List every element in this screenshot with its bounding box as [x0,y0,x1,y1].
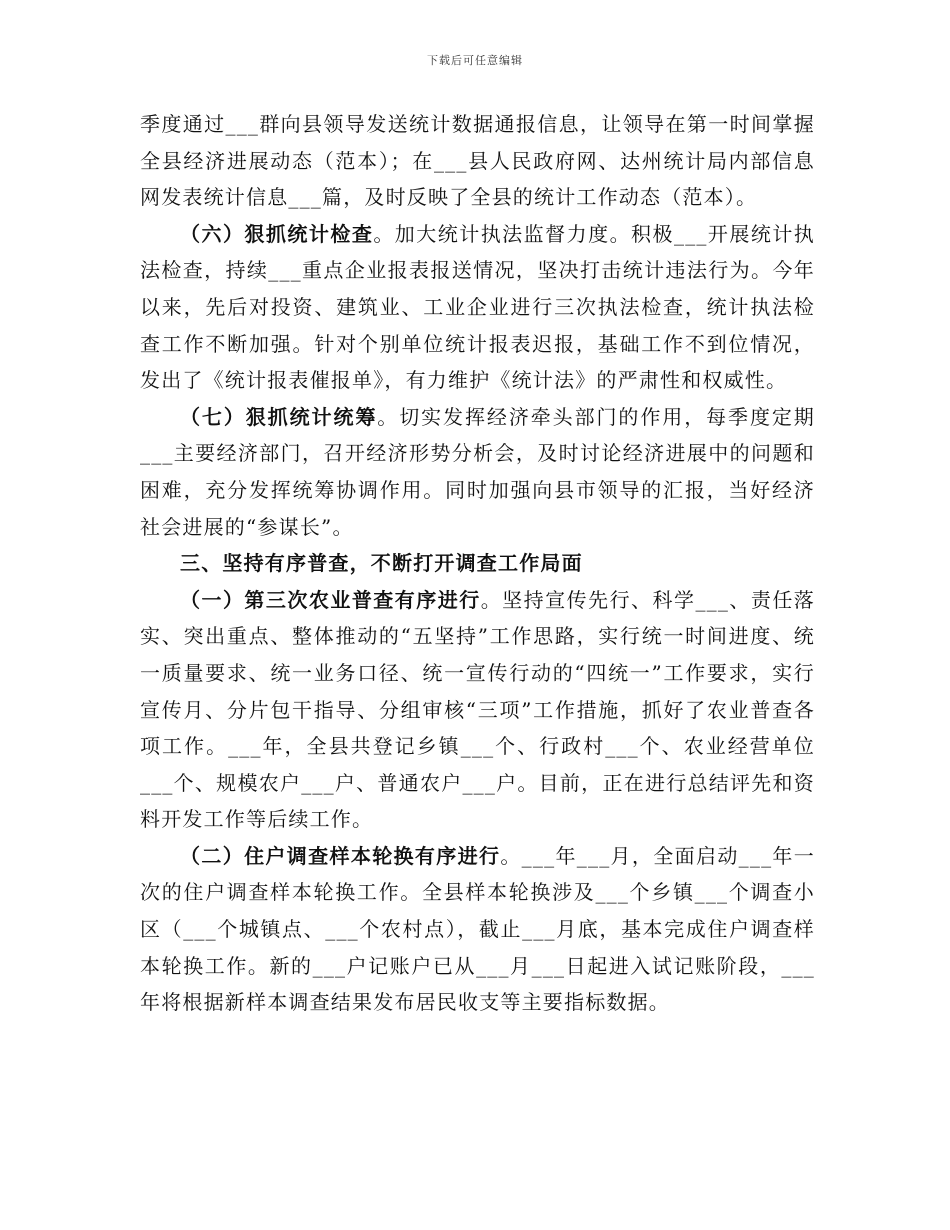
paragraph-text: 季度通过___群向县领导发送统计数据通报信息，让领导在第一时间掌握全县经济进展动态（范本）；在___县人民政府网、达州统计局内部信息网发表统计信息___篇，及时反映了全县的统计工作动态（范本）。 [140,112,815,210]
page-header: 下载后可任意编辑 [427,54,523,67]
paragraph-text: 。___年___月，全面启动___年一次的住户调查样本轮换工作。全县样本轮换涉及___个乡镇___个调查小区（___个城镇点、___个农村点），截止___月底，基本完成住户调查样本轮换工作。新的___户记账户已从___月___日起进入试记账阶段，___年将根据新样本调查结果发布居民收支等主要指标数据。 [140,843,815,1015]
paragraph-statistical-inspection [140,216,815,399]
paragraph-text: 。加大统计执法监督力度。积极___开展统计执法检查，持续___重点企业报表报送情况，坚决打击统计违法行为。今年以来，先后对投资、建筑业、工业企业进行三次执法检查，统计执法检查工作不断加强。针对个别单位统计报表迟报，基础工作不到位情况，发出了《统计报表催报单》，有力维护《统计法》的严肃性和权威性。 [140,221,815,393]
section-heading: 三、坚持有序普查，不断打开调查工作局面 [180,551,583,576]
paragraph-text: 。切实发挥经济牵头部门的作用，每季度定期___主要经济部门，召开经济形势分析会，及时讨论经济进展中的问题和困难，充分发挥统筹协调作用。同时加强向县市领导的汇报，当好经济社会进展的“参谋长”。 [140,404,815,539]
paragraph-lead: （六）狠抓统计检查 [180,221,374,246]
paragraph-lead: （七）狠抓统计统筹 [180,404,378,429]
paragraph-agricultural-census [140,582,815,838]
paragraph-text: 。坚持宣传先行、科学___、责任落实、突出重点、整体推动的“五坚持”工作思路，实行统一时间进度、统一质量要求、统一业务口径、统一宣传行动的“四统一”工作要求，实行宣传月、分片包干指导、分组审核“三项”工作措施，抓好了农业普查各项工作。___年，全县共登记乡镇___个、行政村___个、农业经营单位___个、规模农户___户、普通农户___户。目前，正在进行总结评先和资料开发工作等后续工作。 [140,587,815,832]
paragraph-statistical-coordination [140,399,815,545]
document-body [140,106,815,1021]
paragraph-continued [140,106,815,216]
paragraph-lead: （一）第三次农业普查有序进行 [180,587,481,612]
paragraph-lead: （二）住户调查样本轮换有序进行 [180,843,501,868]
paragraph-household-survey [140,838,815,1021]
